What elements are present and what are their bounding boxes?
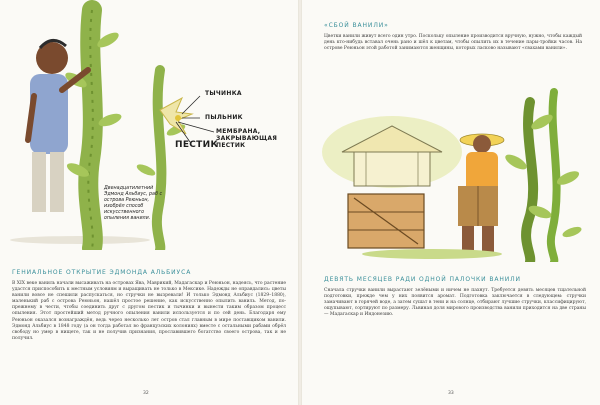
right-intro-text: Цветки ванили живут всего один утро. Поскольку опыление производится вручную, нужно, чтобы каждый день кто-нибудь вставал очень рано и шёл к цветам, чтобы опылить их в течение пары-тройки часов. На острове Реюньон этой работой занимаются женщины, которых ласково называют «свахами ванили». (324, 34, 582, 52)
illustration-caption: Двенадцатилетний Эдмонд Альбиус, раб с острова Реюньон, изобрёл способ искусственного опыления ванили. (104, 186, 163, 221)
label-membrana: МЕМБРАНА, ЗАКРЫВАЮЩАЯ ПЕСТИК (216, 128, 278, 149)
right-page (302, 0, 600, 405)
left-page-number: 32 (143, 391, 149, 396)
label-tychinka: ТЫЧИНКА (205, 90, 242, 97)
plantation-illustration (302, 82, 600, 262)
label-pylnik: ПЫЛЬНИК (205, 114, 243, 121)
right-body-text: Сначала стручки ванили вырастают зелёными и ничем не пахнут. Требуется девять месяцев тщательной подготовки, прежде чем у них появится аромат. Подготовка заключается в следующем: стручки замачивают в горячей воде, а затем сушат в тени и на солнце, отбирают лучшие стручки, классифицируют, ощупывают, сортируют по размеру. Львиная доля мирового производства ванили приходится на две страны — Мадагаскар и Индонезию. (324, 288, 586, 318)
left-page (0, 0, 298, 405)
left-body-text: В XIX веке ваниль начали высаживать на островах Ява, Маврикий, Мадагаскар и Реюньон, надеясь, что растение удастся приспособить к местным условиям и выращивать не только в Мексике. Надежды не оправдались: цветы ванили вовсе не спешили распускаться, но стручки не вызревали! И только Эдмонд Альбиус (1829–1880), маленький раб с острова Реюньон, нашёл простое решение, как искусственно опылить ваниль. Метод, по-прежнему в чести, чтобы соединить друг с другом пестик и тычинки и вынести таким образом процесс опыления. Этот простейший метод ручного опыления ванили используется и по сей день. Благодаря ему Реюньон оказался вознаграждён, ведь через несколько лет остров стал главным в мире поставщиком ванили. Эдмонд Альбиус в 1848 году (а он тогда работал во французских колониях) вместе с остальными рабами обрёл свободу но умер в нищете, так и не получив признания, прославившего богатство своего острова, так и не получил. (12, 281, 286, 341)
section-heading-albius: ГЕНИАЛЬНОЕ ОТКРЫТИЕ ЭДМОНДА АЛЬБИУСА (12, 269, 192, 276)
section-heading-svakha: «СБОЙ ВАНИЛИ» (324, 22, 389, 29)
right-page-number: 33 (448, 391, 454, 396)
section-heading-nine-months: ДЕВЯТЬ МЕСЯЦЕВ РАДИ ОДНОЙ ПАЛОЧКИ ВАНИЛИ (324, 276, 521, 283)
label-pestik: ПЕСТИК (175, 140, 219, 150)
